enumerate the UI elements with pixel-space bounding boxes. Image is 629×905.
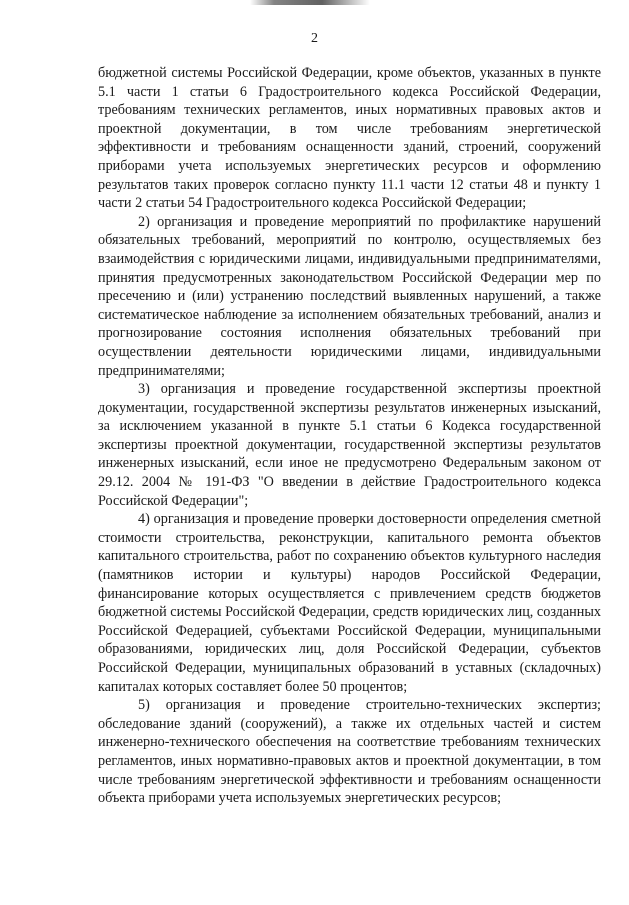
paragraph-continuation: бюджетной системы Российской Федерации, кроме объектов, указанных в пункте 5.1 части 1 статьи 6 Градостроительного кодекса Российской Федерации, требованиям технических регламентов, иных нормативных правовых актов и проектной документации, в том числе требованиям энергетической эффективности и требованиям оснащенности зданий, строений, сооружений приборами учета используемых энергетических ресурсов и оформлению результатов таких проверок согласно пункту 11.1 части 12 статьи 48 и пункту 1 части 2 статьи 54 Градостроительного кодекса Российской Федерации; [98,65,601,212]
page-number: 2 [311,31,318,46]
paragraph-item-2: 2) организация и проведение мероприятий по профилактике нарушений обязательных требований, мероприятий по контролю, осуществляемых без взаимодействия с юридическими лицами, индивидуальными предпринимателями, принятия предусмотренных законодательством Российской Федерации мер по пресечению и (или) устранению последствий выявленных нарушений, а также систематическое наблюдение за исполнением обязательных требований, анализ и прогнозирование состояния исполнения обязательных требований при осуществлении деятельности юридическими лицами, индивидуальными предпринимателями; [98,213,601,379]
scan-edge-artifact [250,0,370,5]
paragraph-item-3: 3) организация и проведение государственной экспертизы проектной документации, государственной экспертизы результатов инженерных изысканий, за исключением указанной в пункте 5.1 статьи 6 Кодекса государственной экспертизы проектной документации, государственной экспертизы результатов инженерных изысканий, если иное не предусмотрено Федеральным законом от 29.12. 2004 № 191-ФЗ "О введении в действие Градостроительного кодекса Российской Федерации"; [98,381,601,509]
document-body [98,64,601,808]
paragraph-item-5: 5) организация и проведение строительно-технических экспертиз; обследование зданий (сооружений), а также их отдельных частей и систем инженерно-технического обеспечения на соответствие требованиям технических регламентов, иных нормативно-правовых актов и проектной документации, в том числе требованиям энергетической эффективности и требованиям оснащенности объекта приборами учета используемых энергетических ресурсов; [98,697,601,807]
paragraph-item-4: 4) организация и проведение проверки достоверности определения сметной стоимости строительства, реконструкции, капитального ремонта объектов капитального строительства, работ по сохранению объектов культурного наследия (памятников истории и культуры) народов Российской Федерации, финансирование которых осуществляется с привлечением средств бюджетов бюджетной системы Российской Федерации, средств юридических лиц, созданных Российской Федерацией, субъектами Российской Федерации, муниципальными образованиями, юридических лиц, доля Российской Федерации, субъектов Российской Федерации, муниципальных образований в уставных (складочных) капиталах которых составляет более 50 процентов; [98,511,601,695]
